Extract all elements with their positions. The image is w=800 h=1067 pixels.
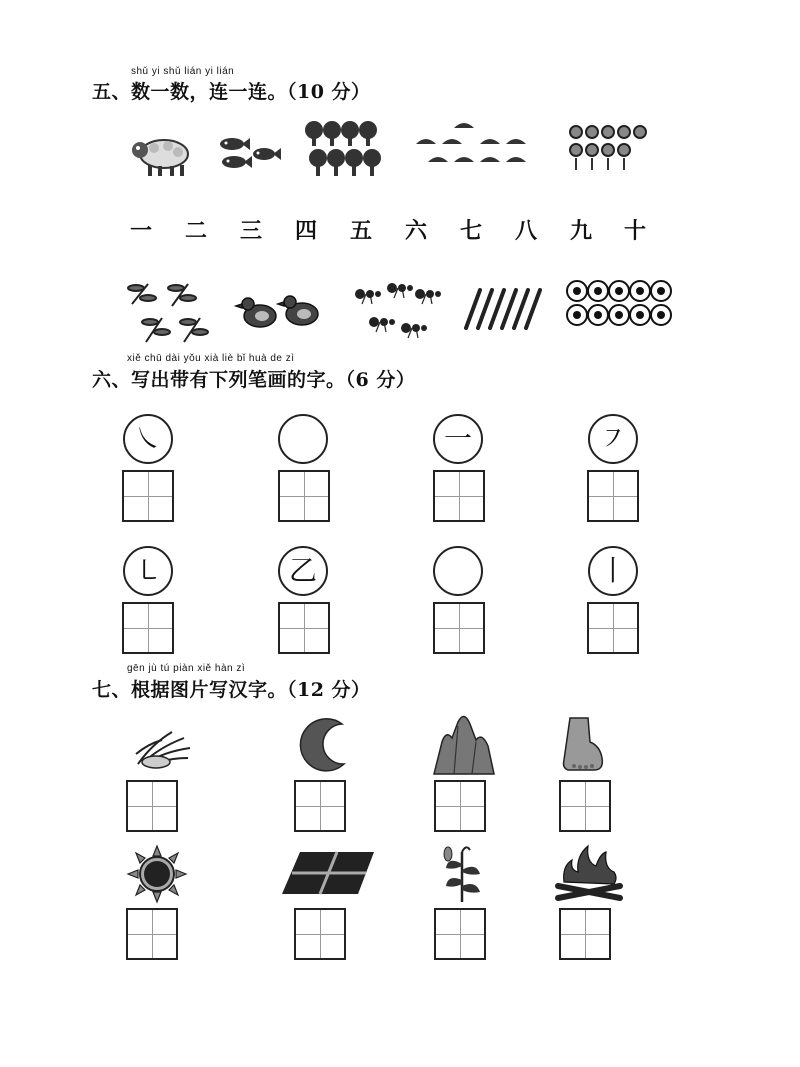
sunflower-icon: [568, 124, 648, 178]
answer-box-q7-5[interactable]: [126, 908, 178, 960]
soccer-ball-icon: [566, 280, 672, 332]
sun-icon: [128, 846, 186, 906]
stroke-circle-8: 丨: [588, 546, 638, 596]
numeral-6[interactable]: 六: [404, 218, 427, 244]
numeral-9[interactable]: 九: [569, 218, 592, 244]
mountain-icon: [432, 712, 496, 780]
numeral-3[interactable]: 三: [239, 218, 262, 244]
answer-box-q6-8[interactable]: [587, 602, 639, 654]
stroke-circle-5: ㇄: [123, 546, 173, 596]
answer-box-q6-4[interactable]: [587, 470, 639, 522]
answer-box-q7-1[interactable]: [126, 780, 178, 832]
answer-box-q7-7[interactable]: [434, 908, 486, 960]
answer-box-q6-5[interactable]: [122, 602, 174, 654]
answer-box-q6-3[interactable]: [433, 470, 485, 522]
crop-icon: [440, 844, 486, 906]
tree-icon: [304, 120, 384, 182]
numeral-8[interactable]: 八: [514, 218, 537, 244]
stroke-circle-1: ㇏: [123, 414, 173, 464]
answer-box-q6-1[interactable]: [122, 470, 174, 522]
q5-title: 五、数一数，连一连。（10 分）: [92, 81, 371, 103]
foot-icon: [560, 716, 610, 776]
field-icon: [282, 852, 376, 900]
numeral-2[interactable]: 二: [184, 218, 207, 244]
moon-icon: [294, 718, 350, 778]
answer-box-q7-3[interactable]: [434, 780, 486, 832]
answer-box-q7-2[interactable]: [294, 780, 346, 832]
numeral-4[interactable]: 四: [294, 218, 317, 244]
q6-title: 六、写出带有下列笔画的字。（6 分）: [92, 369, 416, 391]
answer-box-q6-2[interactable]: [278, 470, 330, 522]
answer-box-q7-6[interactable]: [294, 908, 346, 960]
answer-box-q6-7[interactable]: [433, 602, 485, 654]
grass-icon: [132, 724, 194, 774]
sheep-icon: [128, 132, 194, 182]
bird-icon: [238, 290, 324, 340]
answer-box-q7-4[interactable]: [559, 780, 611, 832]
numeral-10[interactable]: 十: [623, 218, 646, 244]
answer-box-q7-8[interactable]: [559, 908, 611, 960]
q6-pinyin: xiě chū dài yǒu xià liè bǐ huà de zì: [127, 353, 295, 364]
tortoise-icon: [414, 118, 534, 174]
q5-pinyin: shǔ yi shǔ lián yi lián: [131, 66, 235, 77]
numeral-7[interactable]: 七: [459, 218, 482, 244]
stroke-circle-2: [278, 414, 328, 464]
pencil-icon: [462, 286, 548, 336]
fire-icon: [556, 842, 622, 906]
ant-icon: [350, 272, 442, 346]
numeral-1[interactable]: 一: [129, 218, 152, 244]
q7-pinyin: gēn jù tú piàn xiě hàn zì: [127, 663, 246, 674]
numeral-5[interactable]: 五: [349, 218, 372, 244]
stroke-circle-6: 乙: [278, 546, 328, 596]
fish-icon: [218, 136, 282, 176]
q7-title: 七、根据图片写汉字。（12 分）: [92, 679, 371, 701]
stroke-circle-7: [433, 546, 483, 596]
answer-box-q6-6[interactable]: [278, 602, 330, 654]
stroke-circle-4: ㇇: [588, 414, 638, 464]
dragonfly-icon: [126, 276, 212, 352]
stroke-circle-3: 一: [433, 414, 483, 464]
